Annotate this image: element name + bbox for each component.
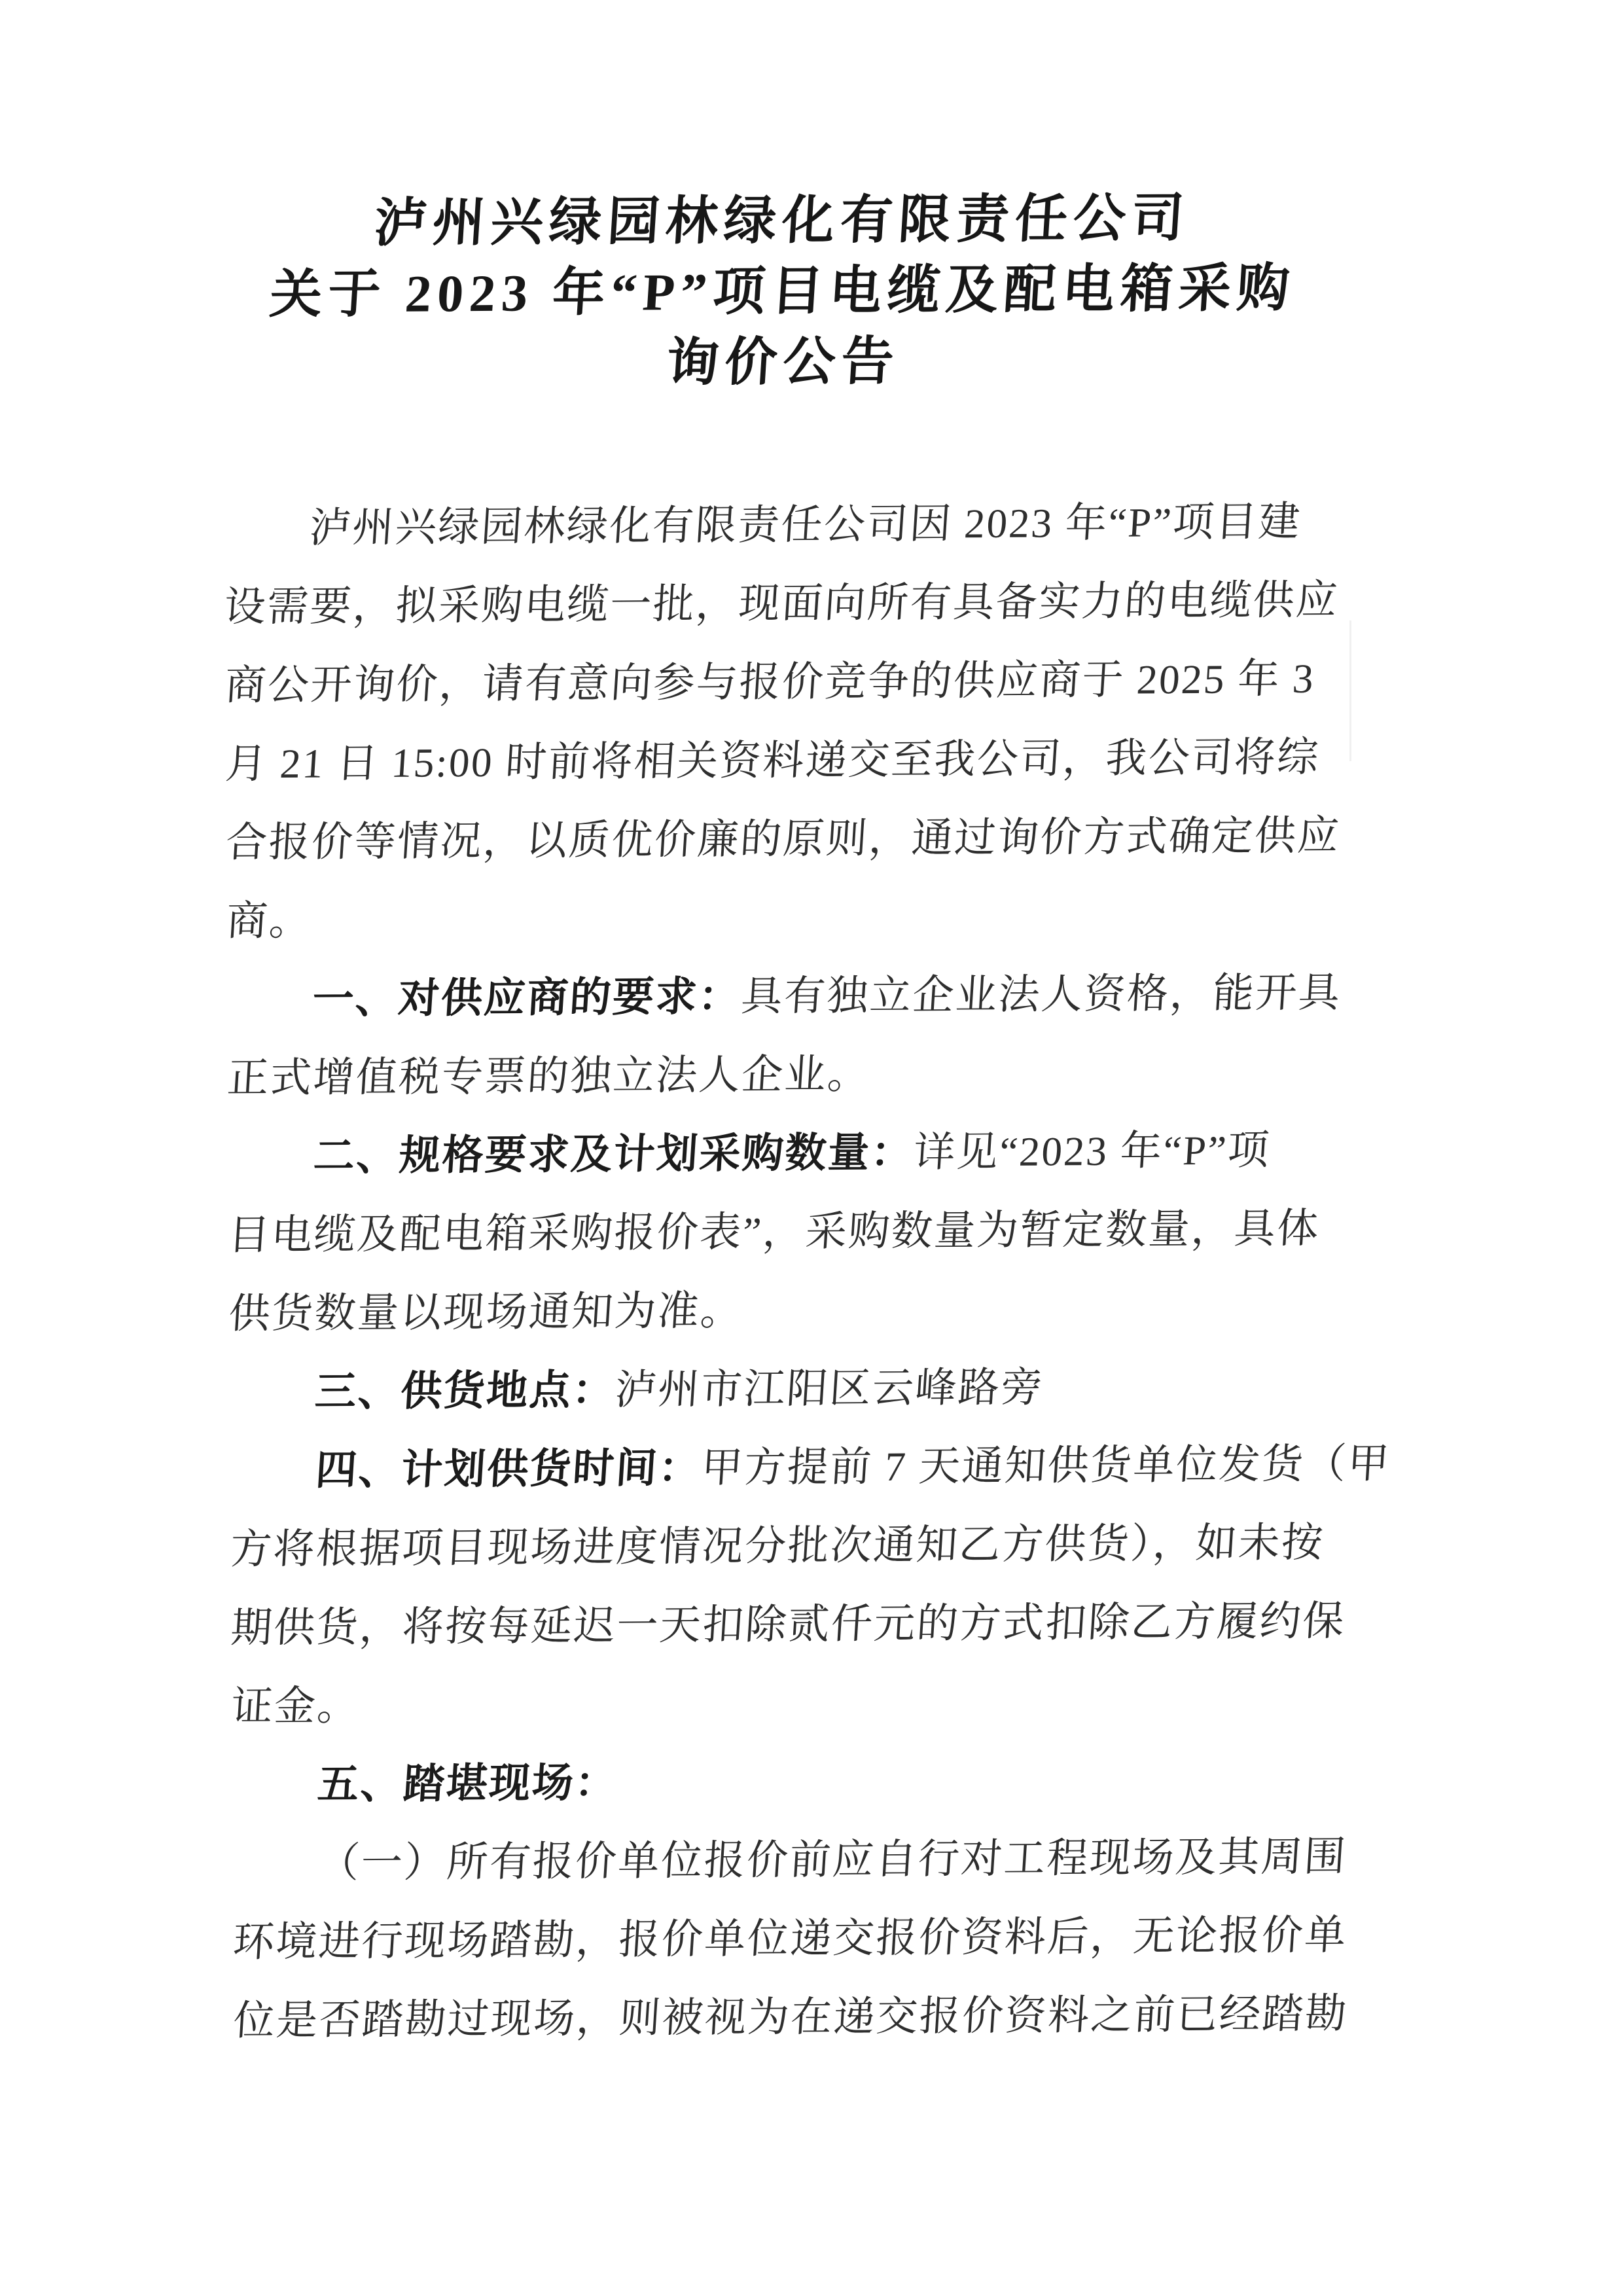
- body-line: 合报价等情况，以质优价廉的原则，通过询价方式确定供应: [224, 812, 1342, 866]
- title-line: 泸州兴绿园林绿化有限责任公司: [372, 189, 1192, 253]
- body-line: 二、规格要求及计划采购数量：详见“2023 年“P”项: [312, 1127, 1272, 1179]
- body-line: 环境进行现场踏勘，报价单位递交报价资料后，无论报价单: [231, 1912, 1349, 1965]
- body-line: 期供货，将按每延迟一天扣除贰仟元的方式扣除乙方履约保: [229, 1598, 1347, 1651]
- body-line: 供货数量以现场通知为准。: [227, 1287, 745, 1337]
- body-line: 位是否踏勘过现场，则被视为在递交报价资料之前已经踏勘: [232, 1990, 1349, 2044]
- section-heading: 一、对供应商的要求：: [311, 973, 743, 1022]
- body-line: 目电缆及配电箱采购报价表”，采购数量为暂定数量，具体: [226, 1205, 1322, 1259]
- section-heading: 五、踏堪现场：: [316, 1759, 620, 1808]
- scan-artifact-line: [1349, 620, 1351, 761]
- title-line: 询价公告: [664, 332, 902, 393]
- body-line: 月 21 日 15:00 时前将相关资料递交至我公司，我公司将综: [224, 734, 1322, 787]
- document-body: [223, 482, 1392, 2060]
- body-line: 正式增值税专票的独立法人企业。: [226, 1051, 872, 1102]
- body-line: 商。: [224, 897, 314, 944]
- body-line: 证金。: [230, 1683, 362, 1730]
- body-line: 三、供货地点：泸州市江阳区云峰路旁: [313, 1364, 1046, 1415]
- body-line: 商公开询价，请有意向参与报价竞争的供应商于 2025 年 3: [223, 655, 1317, 709]
- body-line: [230, 1738, 1355, 1824]
- document-title: [222, 182, 1344, 401]
- body-line: 泸州兴绿园林绿化有限责任公司因 2023 年“P”项目建: [308, 498, 1303, 551]
- body-line: 四、计划供货时间：甲方提前 7 天通知供货单位发货（甲: [314, 1441, 1392, 1494]
- document-sheet: [222, 182, 1392, 2060]
- section-heading: 四、计划供货时间：: [314, 1444, 703, 1494]
- body-line: 方将根据项目现场进度情况分批次通知乙方供货），如未按: [228, 1519, 1326, 1573]
- body-line: （一）所有报价单位报价前应自行对工程现场及其周围: [316, 1833, 1349, 1886]
- section-heading: 二、规格要求及计划采购数量：: [312, 1129, 916, 1179]
- body-line: 设需要，拟采购电缆一批，现面向所有具备实力的电缆供应: [223, 577, 1340, 630]
- body-line: 一、对供应商的要求：具有独立企业法人资格，能开具: [311, 969, 1343, 1022]
- title-line: 关于 2023 年“P”项目电缆及配电箱采购: [268, 259, 1297, 325]
- section-heading: 三、供货地点：: [313, 1367, 617, 1415]
